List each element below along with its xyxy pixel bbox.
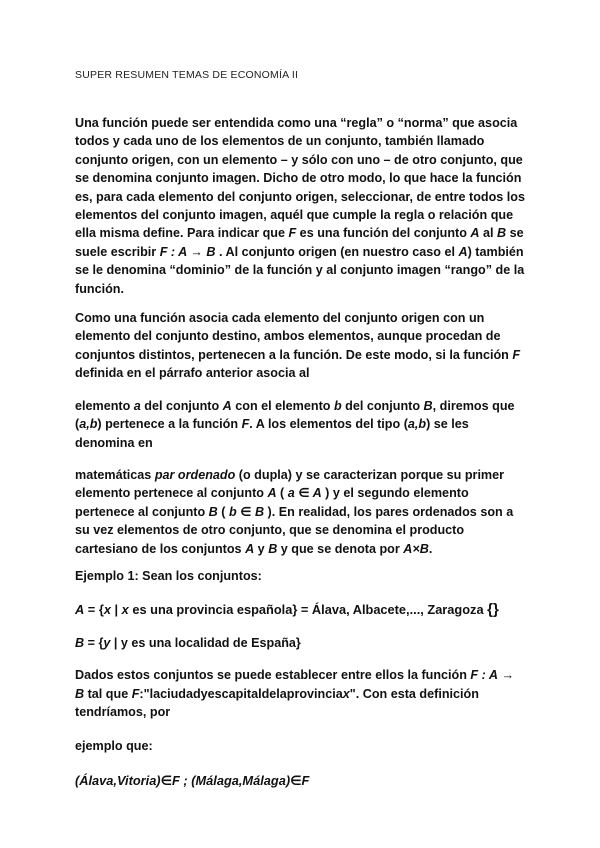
text: (	[217, 504, 229, 519]
paragraph-function-example	[75, 666, 525, 721]
set-b-definition	[75, 634, 525, 652]
math-symbol: B	[497, 226, 507, 241]
text: = {	[84, 635, 104, 650]
math-symbol: A	[222, 398, 232, 413]
text: . A los elementos del tipo (	[249, 417, 408, 432]
document-body	[75, 114, 525, 790]
math-symbol: a	[133, 398, 141, 413]
ordered-pairs-example	[75, 772, 525, 790]
text: elemento	[75, 398, 134, 413]
math-expression: (Álava,Vitoria)∈F ; (Málaga,Málaga)∈F	[75, 772, 310, 788]
text: ) pertenece a la función	[97, 417, 242, 432]
text: :"laciudadyescapitaldelaprovincia	[139, 686, 343, 701]
text: ) se les denomina en	[75, 417, 469, 450]
math-expression: A×B	[403, 541, 429, 556]
paragraph-ordered-pair-intro	[75, 397, 525, 452]
text: definida en el párrafo anterior asocia al	[75, 366, 310, 381]
text: (	[276, 486, 288, 501]
math-expression: → B	[75, 668, 515, 701]
text: matemáticas	[75, 467, 155, 482]
text: . Al conjunto origen (en nuestro caso el	[215, 244, 459, 259]
math-expression: b ∈ B	[228, 504, 265, 519]
text: = {	[84, 602, 104, 618]
text: y que se denota por	[277, 541, 404, 556]
math-symbol: B	[268, 541, 278, 556]
math-symbol: F	[131, 686, 140, 701]
text: ) y el segundo elemento pertenece al conjunto	[75, 486, 469, 519]
math-symbol: x	[342, 686, 350, 701]
paragraph-function-definition	[75, 114, 525, 298]
paragraph-function-elements	[75, 309, 525, 383]
text: , diremos que (	[75, 398, 515, 432]
math-expression: F : A	[470, 668, 498, 683]
text: al	[479, 226, 498, 241]
text: |	[110, 602, 122, 618]
math-symbol: B	[75, 635, 85, 650]
text: ". Con esta definición tendríamos, por	[75, 686, 479, 719]
set-a-definition	[75, 601, 525, 619]
text: y	[254, 541, 269, 556]
math-symbol: x	[121, 602, 129, 618]
emphasis: par ordenado	[154, 467, 236, 482]
math-symbol: x	[103, 602, 111, 618]
text: con el elemento	[231, 398, 334, 413]
math-symbol: F	[241, 417, 250, 432]
text: ) también se le denomina “dominio” de la función y al conjunto imagen “rango” de la función.	[75, 244, 525, 296]
math-symbol: F	[512, 347, 521, 362]
text: del conjunto	[140, 398, 223, 413]
paragraph-ordered-pair-definition	[75, 466, 525, 558]
math-symbol: B	[423, 398, 433, 413]
text: tal que	[84, 686, 132, 701]
math-expression: a,b	[79, 417, 98, 432]
math-symbol: A	[458, 244, 468, 259]
math-symbol: A	[75, 602, 85, 618]
set-brace: {}	[487, 601, 499, 619]
math-expression: a,b	[407, 417, 427, 432]
paragraph-example-that: ejemplo que:	[75, 739, 153, 754]
math-symbol: A	[470, 226, 480, 241]
math-expression: a ∈ A	[287, 486, 322, 501]
math-symbol: A	[245, 541, 255, 556]
math-symbol: F	[288, 226, 297, 241]
math-symbol: b	[333, 398, 342, 413]
math-symbol: y	[103, 635, 111, 650]
math-symbol: B	[208, 504, 218, 519]
text: del conjunto	[341, 398, 424, 413]
text: .	[428, 541, 433, 556]
text: Una función puede ser entendida como una “regla” o “norma” que asocia todos y cada uno de los elementos de un conjunto, también llamado conjunto origen, con un elemento – y sólo con uno – de otro conjunto, que se denomina conjunto imagen. Dicho de otro modo, lo que hace la función es, para cada elemento del conjunto origen, seleccionar, de entre todos los elementos del conjunto imagen, aquél que cumple la regla o relación que ella misma define. Para indicar que	[75, 116, 526, 241]
document-header: SUPER RESUMEN TEMAS DE ECONOMÍA II	[75, 69, 299, 81]
text: es una función del conjunto	[296, 226, 471, 241]
text: se suele escribir	[75, 226, 524, 259]
text: es una provincia española} = Álava, Albacete,..., Zaragoza	[128, 602, 488, 618]
text: Como una función asocia cada elemento del conjunto origen con un elemento del conjunto destino, ambos elementos, aunque procedan de conjuntos distintos, pertenecen a la función. De este modo, si la función	[75, 311, 513, 362]
math-symbol: A	[267, 486, 277, 501]
example-heading: Ejemplo 1: Sean los conjuntos:	[75, 568, 262, 583]
math-expression: F : A → B	[159, 244, 216, 259]
text: ). En realidad, los pares ordenados son a su vez elementos de otro conjunto, que se denomina el producto cartesiano de los conjuntos	[75, 504, 514, 556]
text: | y es una localidad de España}	[110, 635, 301, 650]
text: Dados estos conjuntos se puede establecer entre ellos la función	[75, 668, 471, 683]
text: (o dupla) y se caracterizan porque su primer elemento pertenece al conjunto	[75, 467, 505, 501]
